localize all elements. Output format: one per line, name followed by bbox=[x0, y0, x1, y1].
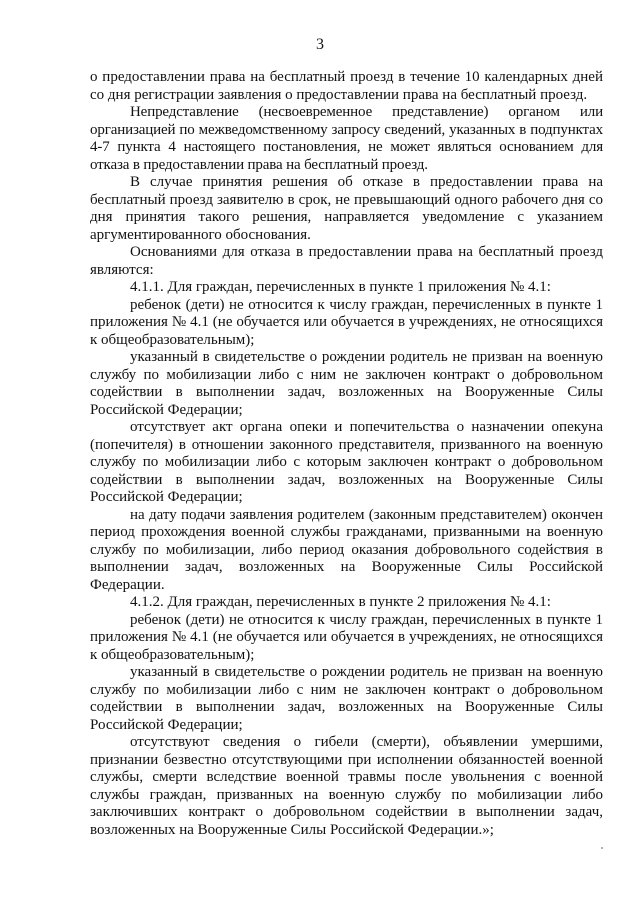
document-body bbox=[90, 69, 603, 839]
scan-speck bbox=[601, 847, 603, 849]
paragraph-nonsubmission: Непредставление (несвоевременное представление) органом или организацией по межведомственному запросу сведений, указанных в подпунктах 4-7 пункта 4 настоящего постановления, не может являться основанием для отказа в предоставлении права на бесплатный проезд. bbox=[90, 104, 603, 173]
paragraph-continuation: о предоставлении права на бесплатный проезд в течение 10 календарных дней со дня регистрации заявления о предоставлении права на бесплатный проезд. bbox=[90, 69, 603, 103]
list-item: отсутствуют сведения о гибели (смерти), объявлении умершими, признании безвестно отсутствующими при исполнении обязанностей военной службы, смерти вследствие военной травмы после увольнения с военной службы граждан, призванных на военную службу по мобилизации либо заключивших контракт о добровольном содействии в выполнении задач, возложенных на Вооруженные Силы Российской Федерации.»; bbox=[90, 734, 603, 838]
page-number: 3 bbox=[316, 36, 324, 53]
list-item: отсутствует акт органа опеки и попечительства о назначении опекуна (попечителя) в отношении законного представителя, призванного на военную службу по мобилизации либо с которым заключен контракт о добровольном содействии в выполнении задач, возложенных на Вооруженные Силы Российской Федерации; bbox=[90, 419, 603, 505]
list-item: на дату подачи заявления родителем (законным представителем) окончен период прохождения военной службы гражданами, призванными на военную службу по мобилизации, либо период оказания добровольного содействия в выполнении задач, возложенных на Вооруженные Силы Российской Федерации. bbox=[90, 506, 603, 593]
list-item: ребенок (дети) не относится к числу граждан, перечисленных в пункте 1 приложения № 4.1 (не обучается или обучается в учреждениях, не относящихся к общеобразовательным); bbox=[90, 611, 603, 663]
paragraph-refusal-grounds: Основаниями для отказа в предоставлении права на бесплатный проезд являются: bbox=[90, 244, 603, 278]
paragraph-refusal-notice: В случае принятия решения об отказе в предоставлении права на бесплатный проезд заявителю в срок, не превышающий одного рабочего дня со дня принятия такого решения, направляется уведомление с указанием аргументированного обоснования. bbox=[90, 174, 603, 243]
list-item: указанный в свидетельстве о рождении родитель не призван на военную службу по мобилизации либо с ним не заключен контракт о добровольном содействии в выполнении задач, возложенных на Вооруженные Силы Российской Федерации; bbox=[90, 664, 603, 733]
subsection-heading-4-1-1: 4.1.1. Для граждан, перечисленных в пункте 1 приложения № 4.1: bbox=[130, 279, 551, 295]
list-item: указанный в свидетельстве о рождении родитель не призван на военную службу по мобилизации либо с ним не заключен контракт о добровольном содействии в выполнении задач, возложенных на Вооруженные Силы Российской Федерации; bbox=[90, 349, 603, 418]
subsection-heading-4-1-2: 4.1.2. Для граждан, перечисленных в пункте 2 приложения № 4.1: bbox=[130, 594, 551, 610]
list-item: ребенок (дети) не относится к числу граждан, перечисленных в пункте 1 приложения № 4.1 (не обучается или обучается в учреждениях, не относящихся к общеобразовательным); bbox=[90, 296, 603, 348]
